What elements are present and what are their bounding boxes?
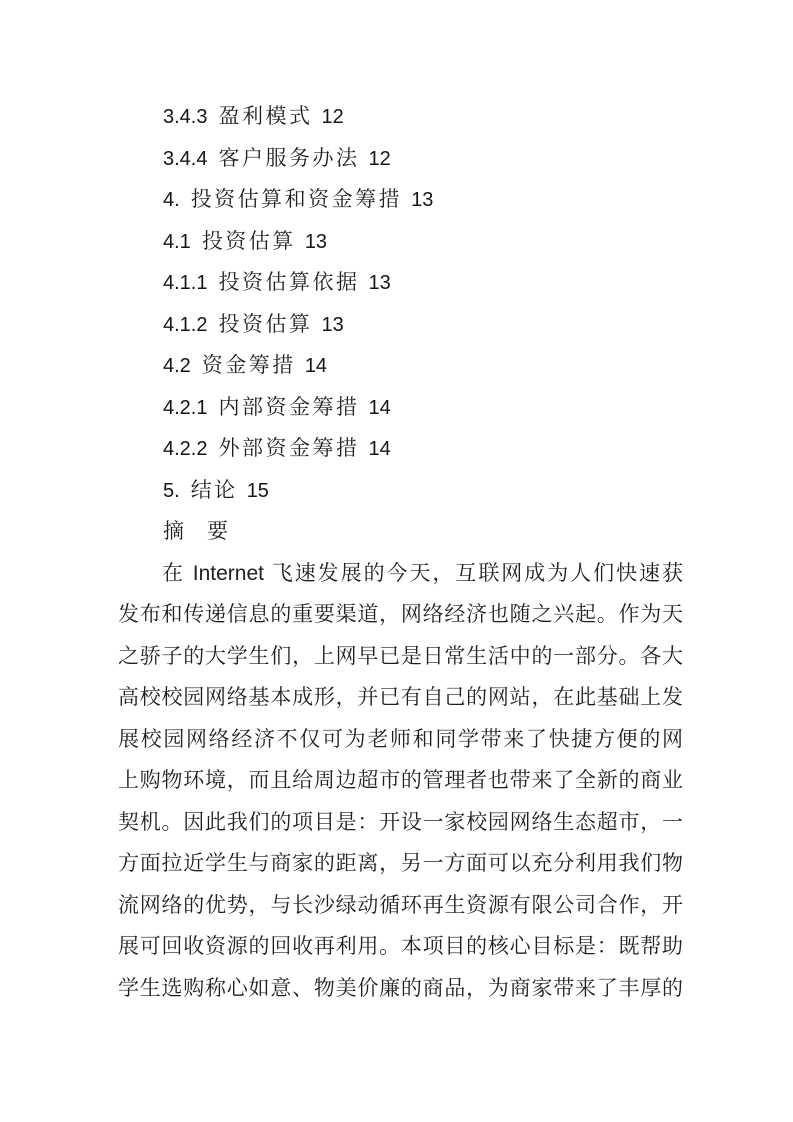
toc-entry-page: 12 <box>368 147 391 170</box>
toc-entry-page: 13 <box>304 230 328 253</box>
toc-entry <box>118 387 683 429</box>
abstract-text-line: 展校园网络经济不仅可为老师和同学带来了快捷方便的网 <box>118 727 683 751</box>
toc-entry-title: 结论 <box>190 478 238 502</box>
toc-entry <box>118 221 683 263</box>
toc-entry-title: 客户服务办法 <box>218 146 360 170</box>
toc-entry-page: 13 <box>321 313 344 336</box>
toc-entry-number: 5. <box>163 479 180 502</box>
toc-entry-number: 4. <box>163 189 180 211</box>
abstract-text-line: 上购物环境，而且给周边超市的管理者也带来了全新的商业 <box>118 769 683 792</box>
toc-entry-page: 14 <box>304 355 328 377</box>
toc-entry-number: 4.1.2 <box>163 313 208 336</box>
toc-entry-number: 3.4.3 <box>163 106 208 128</box>
toc-entry-page: 13 <box>411 189 434 211</box>
table-of-contents <box>118 96 683 511</box>
toc-entry-page: 14 <box>368 396 391 419</box>
toc-entry <box>118 470 683 512</box>
abstract-paragraph <box>118 553 683 1010</box>
toc-entry <box>118 304 683 346</box>
toc-entry-title: 投资估算依据 <box>218 271 360 294</box>
abstract-heading: 摘 要 <box>163 520 229 543</box>
abstract-text-line: 在 Internet 飞速发展的今天，互联网成为人们快速获 <box>162 561 683 585</box>
abstract-text-line: 学生选购称心如意、物美价廉的商品，为商家带来了丰厚的 <box>118 976 683 1000</box>
toc-entry-page: 13 <box>368 272 391 294</box>
toc-entry-title: 内部资金筹措 <box>218 395 360 419</box>
toc-entry <box>118 262 683 304</box>
toc-entry <box>118 345 683 387</box>
toc-entry-number: 4.1.1 <box>163 272 208 294</box>
toc-entry-title: 投资估算 <box>218 312 313 336</box>
toc-entry-number: 4.2 <box>163 355 191 377</box>
toc-entry-title: 盈利模式 <box>218 105 313 128</box>
toc-entry-title: 投资估算和资金筹措 <box>190 188 403 211</box>
toc-entry <box>118 138 683 180</box>
abstract-text-line: 流网络的优势，与长沙绿动循环再生资源有限公司合作，开 <box>118 893 683 917</box>
abstract-text-line: 方面拉近学生与商家的距离，另一方面可以充分利用我们物 <box>118 852 683 875</box>
toc-entry-number: 4.2.2 <box>163 438 208 460</box>
abstract-text-line: 展可回收资源的回收再利用。本项目的核心目标是：既帮助 <box>118 935 683 958</box>
toc-entry-number: 3.4.4 <box>163 147 208 170</box>
toc-entry-title: 资金筹措 <box>201 354 296 377</box>
abstract-text-line: 之骄子的大学生们，上网早已是日常生活中的一部分。各大 <box>118 644 683 668</box>
toc-entry-page: 15 <box>246 479 269 502</box>
toc-entry-page: 14 <box>368 438 391 460</box>
toc-entry <box>118 179 683 221</box>
abstract-text-line: 契机。因此我们的项目是：开设一家校园网络生态超市，一 <box>118 810 683 834</box>
toc-entry-page: 12 <box>321 106 344 128</box>
abstract-text-line: 发布和传递信息的重要渠道，网络经济也随之兴起。作为天 <box>118 603 683 626</box>
abstract-text-line: 高校校园网络基本成形，并已有自己的网站，在此基础上发 <box>118 686 683 709</box>
toc-entry <box>118 428 683 470</box>
toc-entry-number: 4.1 <box>163 230 191 253</box>
toc-entry <box>118 96 683 138</box>
toc-entry-title: 外部资金筹措 <box>218 437 360 460</box>
toc-entry-number: 4.2.1 <box>163 396 208 419</box>
toc-entry-title: 投资估算 <box>201 229 296 253</box>
